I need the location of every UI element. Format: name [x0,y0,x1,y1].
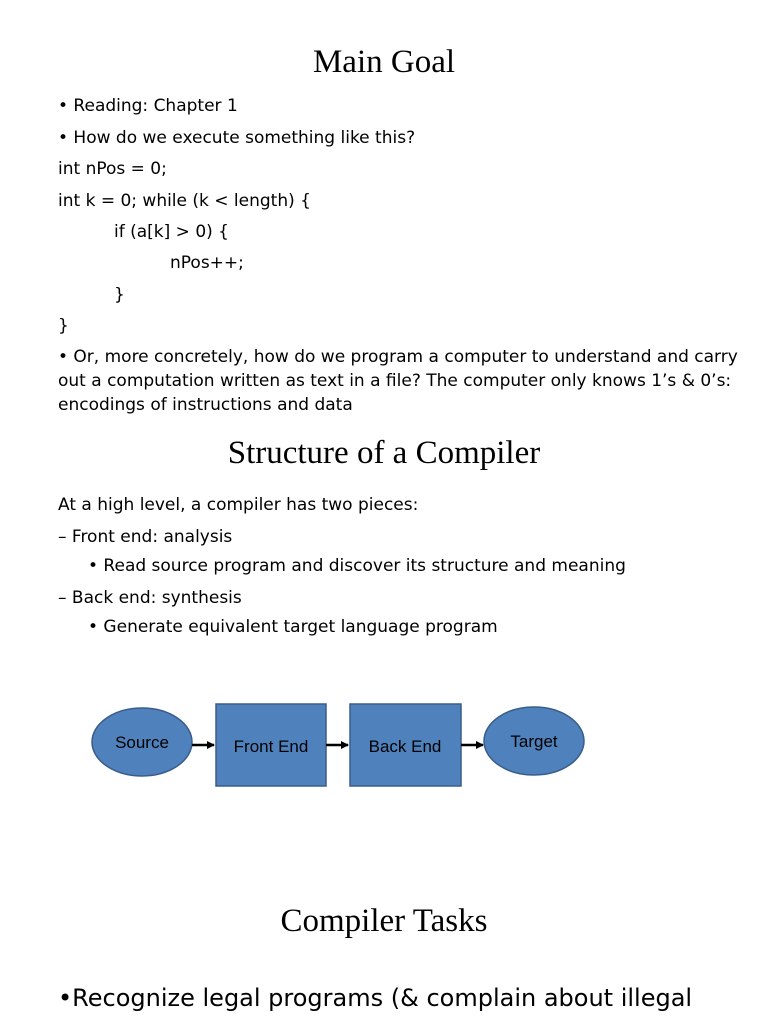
structure-intro: At a high level, a compiler has two pieces: [58,495,419,515]
source-node [92,708,192,776]
code-line-2: int k = 0; while (k < length) { [58,191,311,211]
tasks-bullet-dot: • [58,984,73,1012]
question-bullet: • How do we execute something like this? [58,128,416,148]
code-line-5: } [114,285,125,305]
front-end-node [216,704,326,786]
tasks-title: Compiler Tasks [280,903,488,939]
concrete-paragraph: • Or, more concretely, how do we program a computer to understand and carry out a computation written as text in a file? The computer only knows 1’s & 0’s: encodings of instructions and data [58,347,738,415]
target-node [484,707,584,775]
source-label: Source [115,733,169,752]
code-line-4: nPos++; [170,253,244,273]
code-line-3: if (a[k] > 0) { [114,222,229,242]
back-end-item: – Back end: synthesis [58,588,242,608]
front-end-item: – Front end: analysis [58,527,233,547]
front-end-detail: • Read source program and discover its structure and meaning [88,556,626,576]
code-line-1: int nPos = 0; [58,159,167,179]
main-goal-title: Main Goal [312,44,456,80]
code-line-6: } [58,316,69,336]
tasks-bullet-text: Recognize legal programs (& complain about illegal [72,984,693,1012]
target-label: Target [510,732,558,751]
reading-bullet: • Reading: Chapter 1 [58,96,238,116]
tasks-bullet [58,984,692,1012]
back-end-detail: • Generate equivalent target language program [88,617,498,637]
back-end-label: Back End [368,737,442,756]
back-end-node [350,704,461,786]
front-end-label: Front End [233,737,309,756]
structure-title: Structure of a Compiler [227,435,541,471]
